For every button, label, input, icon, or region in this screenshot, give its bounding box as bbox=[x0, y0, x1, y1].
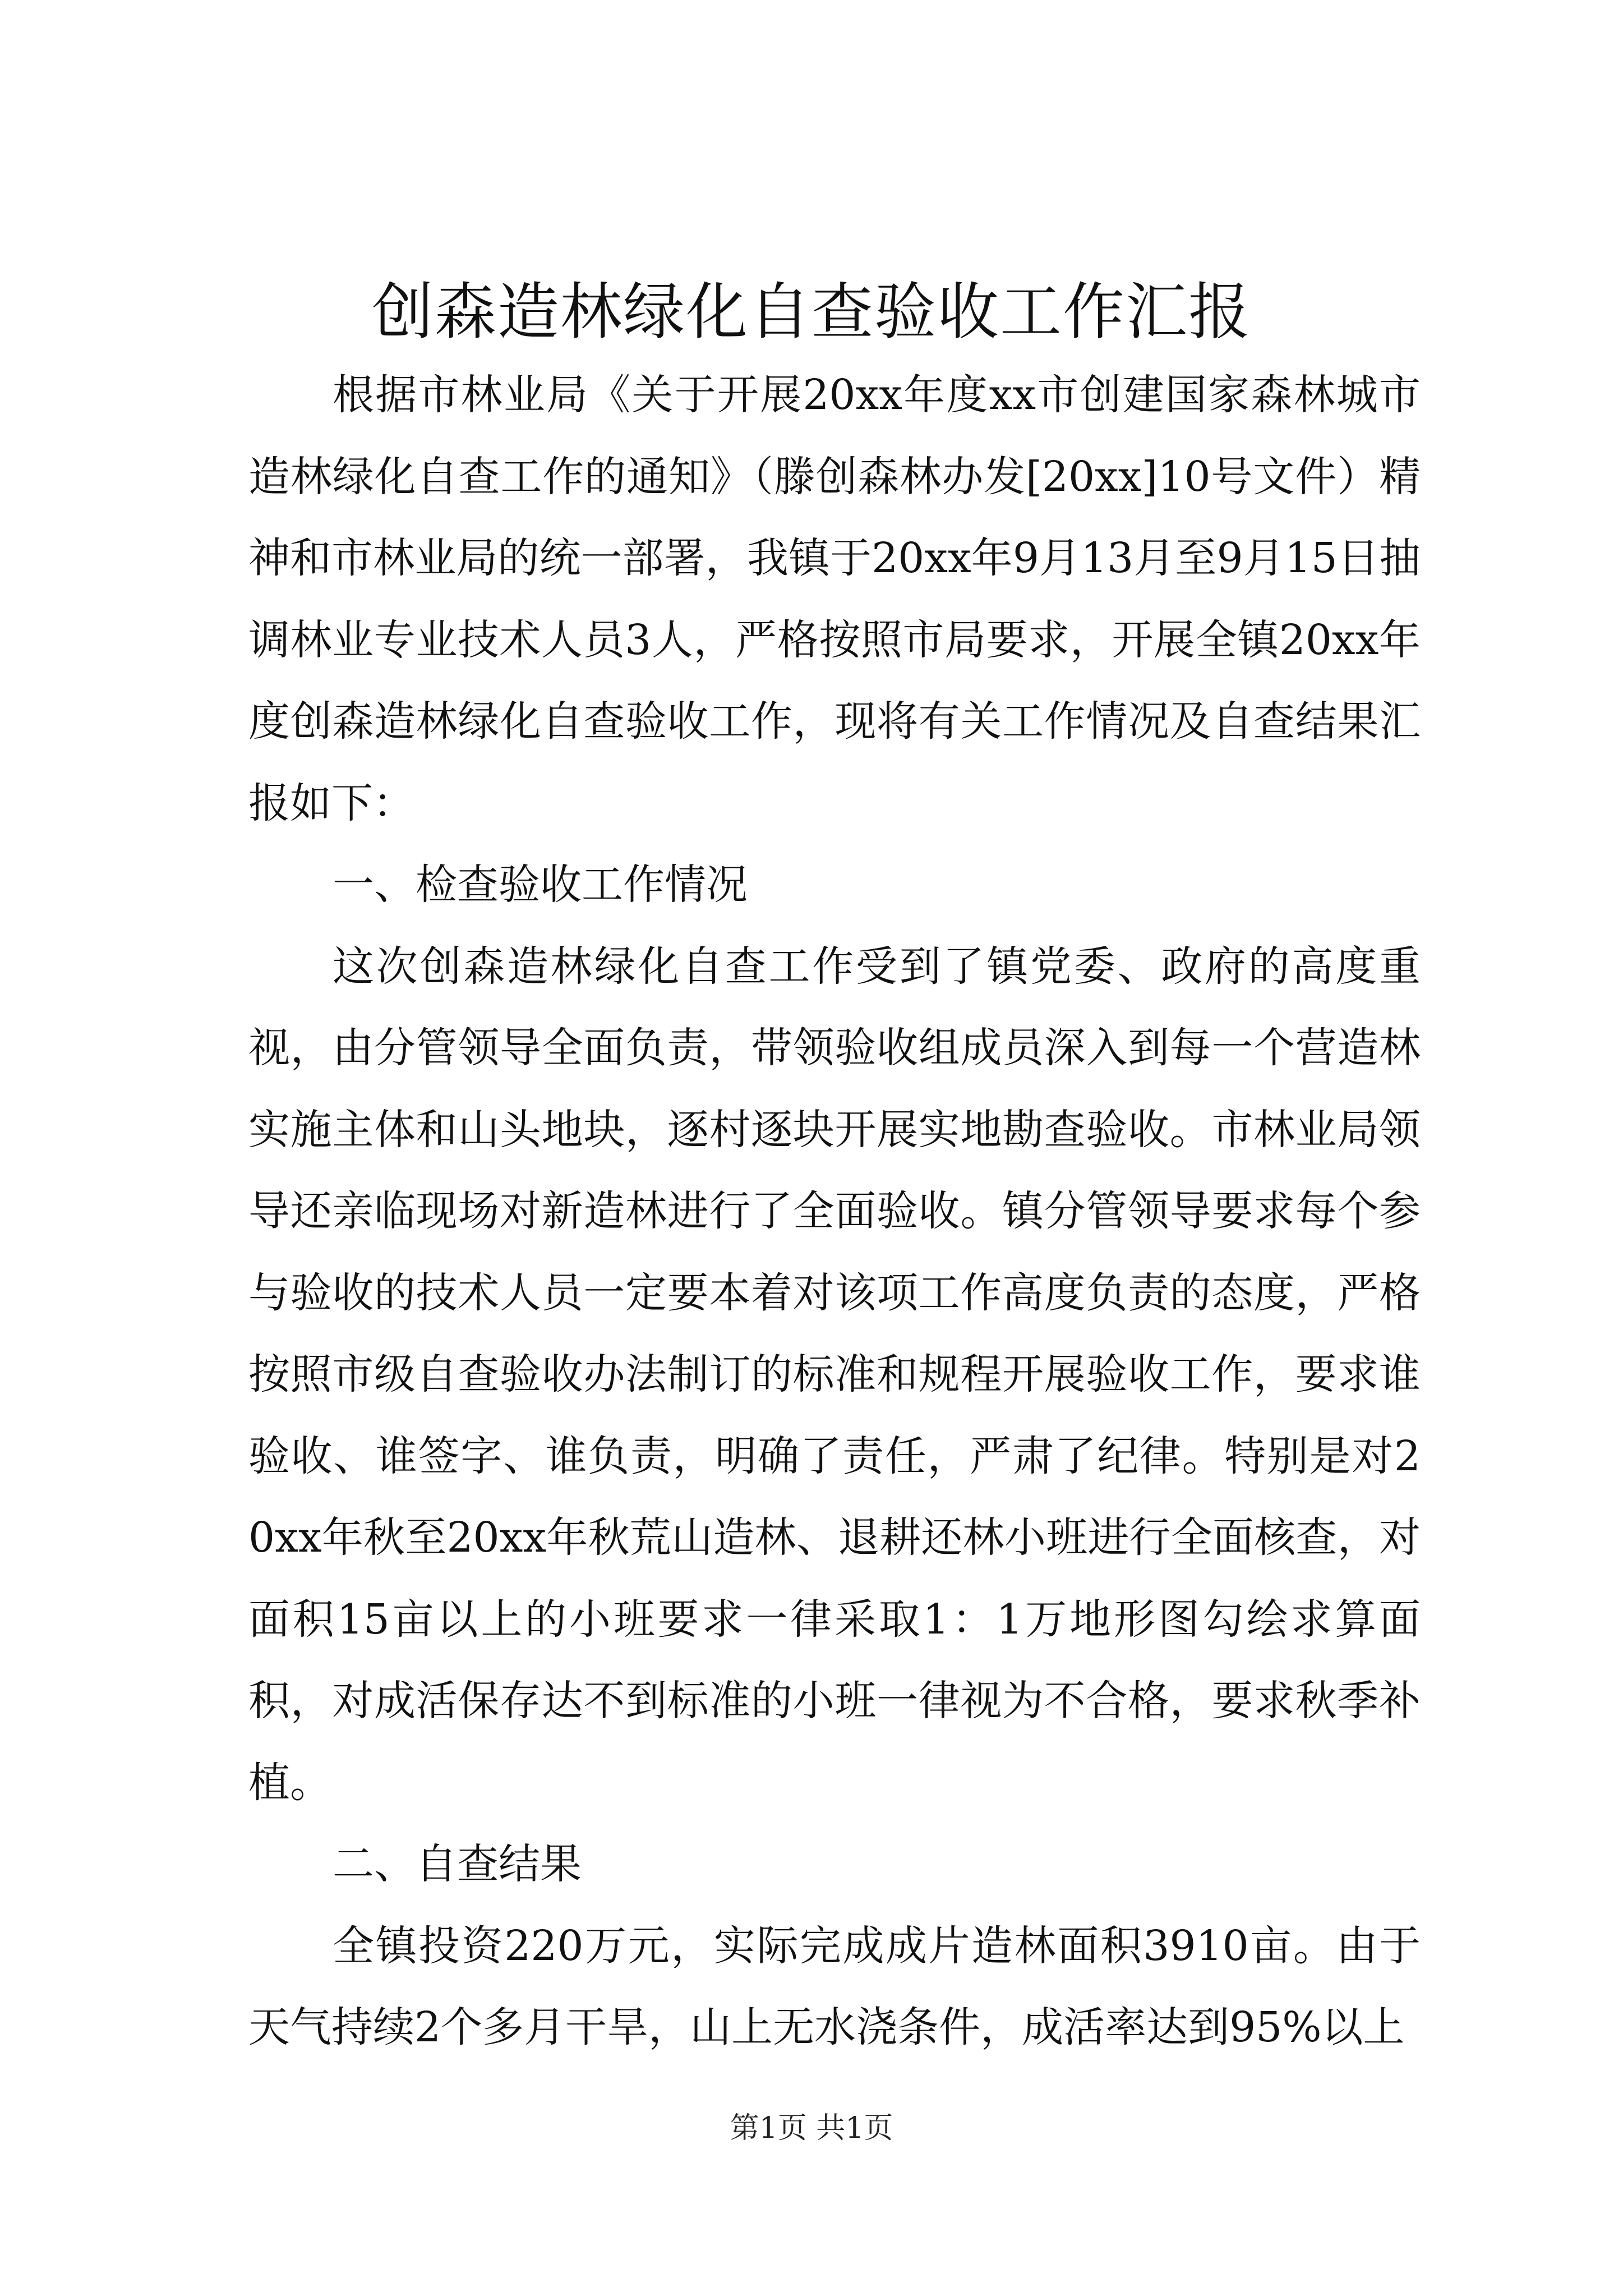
paragraph-intro: 根据市林业局《关于开展20xx年度xx市创建国家森林城市造林绿化自查工作的通知》（滕创森林办发[20xx]10号文件）精神和市林业局的统一部署，我镇于20xx年9月13月至9月15日抽调林业专业技术人员3人，严格按照市局要求，开展全镇20xx年度创森造林绿化自查验收工作，现将有关工作情况及自查结果汇报如下： bbox=[248, 371, 1421, 827]
paragraph-results: 全镇投资220万元，实际完成成片造林面积3910亩。由于天气持续2个多月干旱，山上无水浇条件，成活率达到95%以上 bbox=[248, 1921, 1421, 2051]
section-heading-results: 二、自查结果 bbox=[333, 1840, 582, 1888]
document-body bbox=[248, 355, 1421, 2069]
page-number-footer: 第1页 共1页 bbox=[730, 2111, 893, 2145]
document-title: 创森造林绿化自查验收工作汇报 bbox=[372, 276, 1251, 348]
section-heading-inspection: 一、检查验收工作情况 bbox=[333, 861, 748, 909]
paragraph-inspection: 这次创森造林绿化自查工作受到了镇党委、政府的高度重视，由分管领导全面负责，带领验收组成员深入到每一个营造林实施主体和山头地块，逐村逐块开展实地勘查验收。市林业局领导还亲临现场对新造林进行了全面验收。镇分管领导要求每个参与验收的技术人员一定要本着对该项工作高度负责的态度，严格按照市级自查验收办法制订的标准和规程开展验收工作，要求谁验收、谁签字、谁负责，明确了责任，严肃了纪律。特别是对20xx年秋至20xx年秋荒山造林、退耕还林小班进行全面核查，对面积15亩以上的小班要求一律采取1：1万地形图勾绘求算面积，对成活保存达不到标准的小班一律视为不合格，要求秋季补植。 bbox=[248, 942, 1421, 1807]
